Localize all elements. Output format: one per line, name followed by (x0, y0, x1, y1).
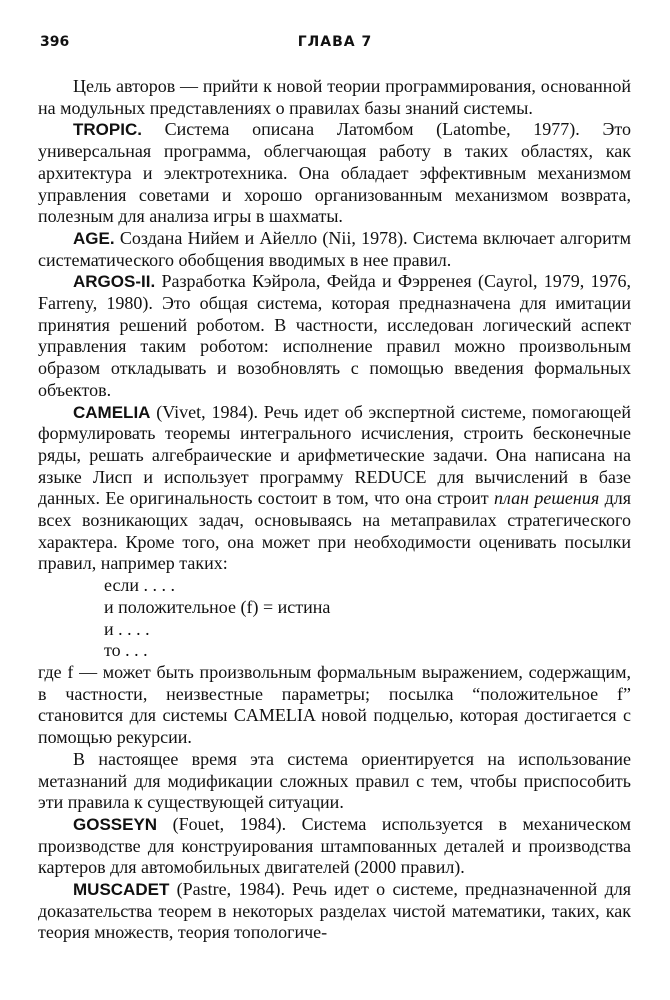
system-name-gosseyn: GOSSEYN (73, 814, 158, 834)
argos-text: Разработка Кэйрола, Фейда и Фэрренея (Cayrol, 1979, 1976, Farreny, 1980). Это общая система, которая предназначена для имитации принятия решений роботом. В частности, исследован логический аспект управления таким роботом: исполнение правил можно произвольным образом откладывать и возобновлять с помощью введения формальных объектов. (38, 271, 631, 400)
system-name-argos: ARGOS-II. (73, 272, 156, 292)
paragraph-age (38, 228, 631, 271)
muscadet-text: (Pastre, 1984). Речь идет о системе, предназначенной для доказательства теорем в некоторых разделах чистой математики, таких, как теория множеств, теория топологиче- (38, 879, 631, 943)
paragraph-gosseyn (38, 814, 631, 879)
gosseyn-text: (Fouet, 1984). Система используется в механическом производстве для конструирования штампованных деталей и производства картеров для автомобильных двигателей (2000 правил). (38, 813, 631, 878)
page-body (38, 76, 631, 944)
system-name-tropic: TROPIC. (73, 120, 142, 140)
tropic-text: Система описана Латомбом (Latombe, 1977). Это универсальная программа, облегчающая работу в таких областях, как архитектура и электротехника. Она обладает эффективным механизмом управления советами и хорошо организованным механизмом возврата, полезным для анализа игры в шахматы. (38, 119, 631, 227)
paragraph-where: где f — может быть произвольным формальным выражением, содержащим, в частности, неизвестные параметры; посылка “положительное f” становится для системы CAMELIA новой подцелью, которая достигается с помощью рекурсии. (38, 661, 631, 748)
system-name-muscadet: MUSCADET (73, 880, 170, 900)
camelia-italic-term: план решения (494, 488, 600, 509)
rule-line-4: то . . . (104, 640, 148, 661)
system-name-camelia: CAMELIA (73, 402, 151, 422)
paragraph-tropic (38, 119, 631, 228)
page-header (40, 34, 630, 54)
camelia-text-2: для всех возникающих задач, основываясь на метаправилах стратегического характера. Кроме того, она может при необходимости оценивать посылки правил, например таких: (38, 488, 631, 574)
rule-line-1: если . . . . (104, 575, 176, 596)
paragraph-camelia (38, 402, 631, 576)
paragraph-muscadet (38, 879, 631, 944)
page-number: 396 (40, 34, 70, 50)
rule-line-2: и положительное (f) = истина (104, 596, 331, 617)
paragraph-now: В настоящее время эта система ориентируется на использование метазнаний для модификации сложных правил с тем, чтобы приспособить эти правила к существующей ситуации. (38, 748, 631, 813)
paragraph-argos (38, 271, 631, 401)
system-name-age: AGE. (73, 228, 115, 248)
age-text: Создана Нийем и Айелло (Nii, 1978). Система включает алгоритм систематического обобщения вводимых в нее правил. (38, 227, 631, 270)
chapter-title: ГЛАВА 7 (297, 34, 373, 50)
rule-line-3: и . . . . (104, 618, 150, 639)
camelia-text-1: (Vivet, 1984). Речь идет об экспертной системе, помогающей формулировать теоремы интегрального исчисления, строить бесконечные ряды, решать алгебраические и арифметические задачи. Она написана на языке Лисп и использует программу REDUCE для вычислений в базе данных. Ее оригинальность состоит в том, что она строит (38, 401, 631, 509)
paragraph-intro: Цель авторов — прийти к новой теории программирования, основанной на модульных представлениях о правилах базы знаний системы. (38, 76, 631, 118)
